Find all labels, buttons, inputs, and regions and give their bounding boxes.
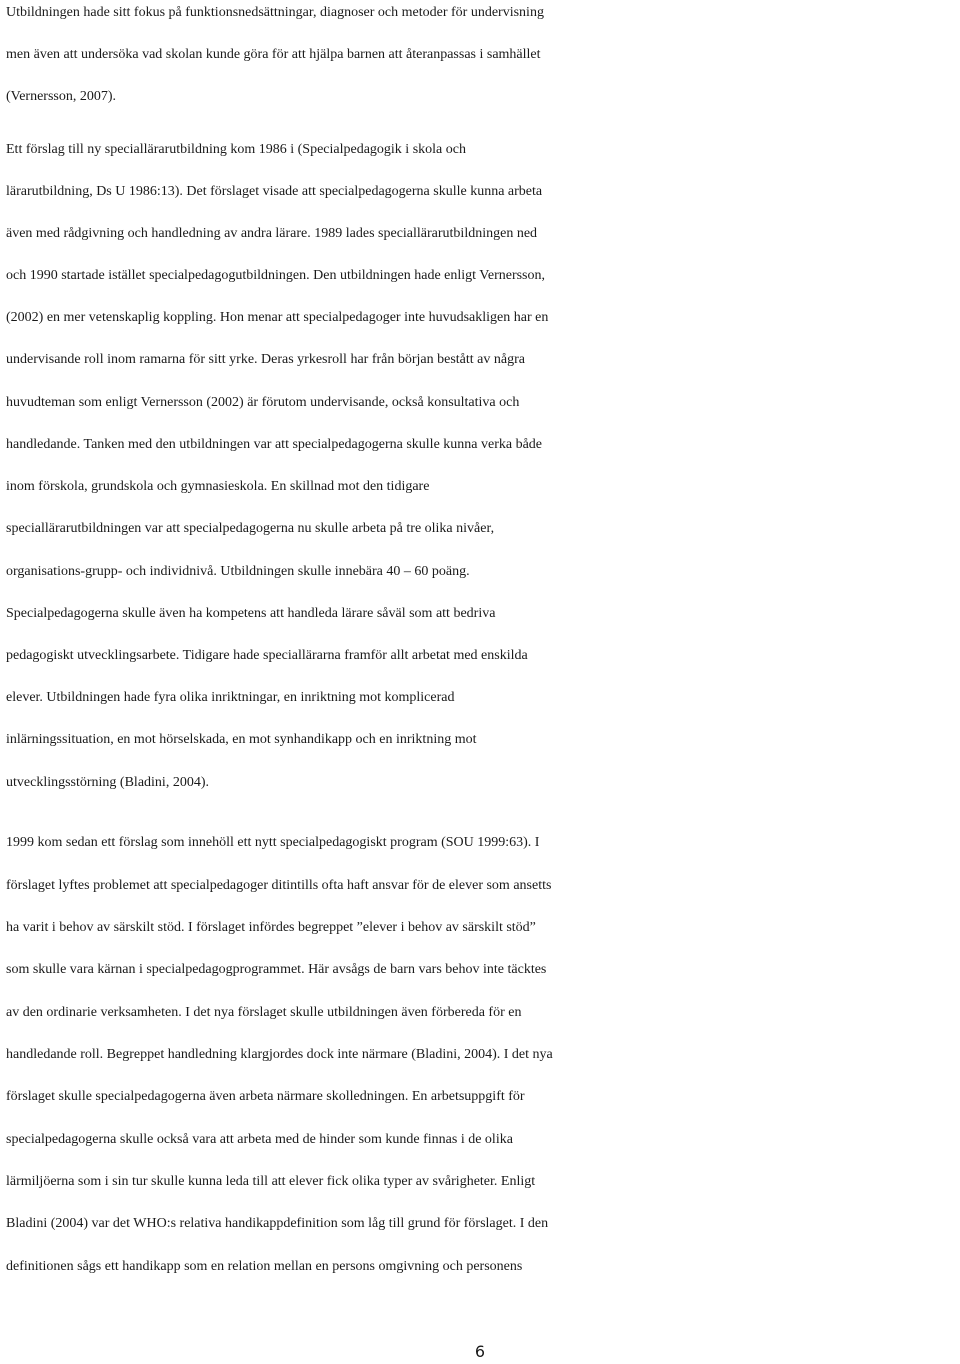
paragraph-3-line-4: som skulle vara kärnan i specialpedagogprogrammet. Här avsågs de barn vars behov inte täcktes: [6, 962, 547, 977]
paragraph-2-line-7: huvudteman som enligt Vernersson (2002) är förutom undervisande, också konsultativa och: [6, 395, 520, 410]
paragraph-2-line-2: lärarutbildning, Ds U 1986:13). Det förslaget visade att specialpedagogerna skulle kunna arbeta: [6, 184, 543, 199]
paragraph-2-line-3: även med rådgivning och handledning av andra lärare. 1989 lades speciallärarutbildningen ned: [6, 226, 538, 241]
paragraph-1-line-3: (Vernersson, 2007).: [6, 89, 117, 104]
paragraph-3-line-5: av den ordinarie verksamheten. I det nya förslaget skulle utbildningen även förbereda för en: [6, 1005, 522, 1020]
paragraph-2-line-5: (2002) en mer vetenskaplig koppling. Hon menar att specialpedagoger inte huvudsakligen har en: [6, 310, 549, 325]
paragraph-1-line-1: Utbildningen hade sitt fokus på funktionsnedsättningar, diagnoser och metoder för undervisning: [6, 5, 544, 20]
paragraph-2-line-10: speciallärarutbildningen var att specialpedagogerna nu skulle arbeta på tre olika nivåer,: [6, 521, 495, 536]
paragraph-2-line-14: elever. Utbildningen hade fyra olika inriktningar, en inriktning mot komplicerad: [6, 690, 455, 705]
paragraph-3-line-6: handledande roll. Begreppet handledning klargjordes dock inte närmare (Bladini, 2004). I det nya: [6, 1047, 553, 1062]
paragraph-3-line-3: ha varit i behov av särskilt stöd. I förslaget infördes begreppet ”elever i behov av särskilt stöd”: [6, 920, 536, 935]
paragraph-2-line-12: Specialpedagogerna skulle även ha kompetens att handleda lärare såväl som att bedriva: [6, 606, 496, 621]
paragraph-2-line-6: undervisande roll inom ramarna för sitt yrke. Deras yrkesroll har från början bestått av några: [6, 352, 525, 367]
paragraph-2-line-9: inom förskola, grundskola och gymnasieskola. En skillnad mot den tidigare: [6, 479, 430, 494]
paragraph-3-line-1: 1999 kom sedan ett förslag som innehöll ett nytt specialpedagogiskt program (SOU 1999:63). I: [6, 835, 540, 850]
paragraph-2-line-13: pedagogiskt utvecklingsarbete. Tidigare hade speciallärarna framför allt arbetat med enskilda: [6, 648, 528, 663]
paragraph-3-line-10: Bladini (2004) var det WHO:s relativa handikappdefinition som låg till grund för förslaget. I den: [6, 1216, 549, 1231]
paragraph-3-line-7: förslaget skulle specialpedagogerna även arbeta närmare skolledningen. En arbetsuppgift för: [6, 1089, 525, 1104]
page-number: 6: [474, 1342, 486, 1361]
paragraph-2-line-1: Ett förslag till ny speciallärarutbildning kom 1986 i (Specialpedagogik i skola och: [6, 142, 466, 157]
paragraph-2-line-8: handledande. Tanken med den utbildningen var att specialpedagogerna skulle kunna verka både: [6, 437, 543, 452]
paragraph-2-line-11: organisations-grupp- och individnivå. Utbildningen skulle innebära 40 – 60 poäng.: [6, 564, 470, 579]
paragraph-2-line-4: och 1990 startade istället specialpedagogutbildningen. Den utbildningen hade enligt Vernersson,: [6, 268, 545, 283]
paragraph-3-line-8: specialpedagogerna skulle också vara att arbeta med de hinder som kunde finnas i de olika: [6, 1132, 513, 1147]
paragraph-1-line-2: men även att undersöka vad skolan kunde göra för att hjälpa barnen att återanpassas i samhället: [6, 47, 541, 62]
paragraph-2-line-15: inlärningssituation, en mot hörselskada, en mot synhandikapp och en inriktning mot: [6, 732, 477, 747]
paragraph-3-line-11: definitionen sågs ett handikapp som en relation mellan en persons omgivning och personens: [6, 1259, 523, 1274]
paragraph-3-line-2: förslaget lyftes problemet att specialpedagoger ditintills ofta haft ansvar för de elever som ansetts: [6, 878, 552, 893]
paragraph-2-line-16: utvecklingsstörning (Bladini, 2004).: [6, 775, 209, 790]
paragraph-3-line-9: lärmiljöerna som i sin tur skulle kunna leda till att elever fick olika typer av svårigheter. Enligt: [6, 1174, 536, 1189]
